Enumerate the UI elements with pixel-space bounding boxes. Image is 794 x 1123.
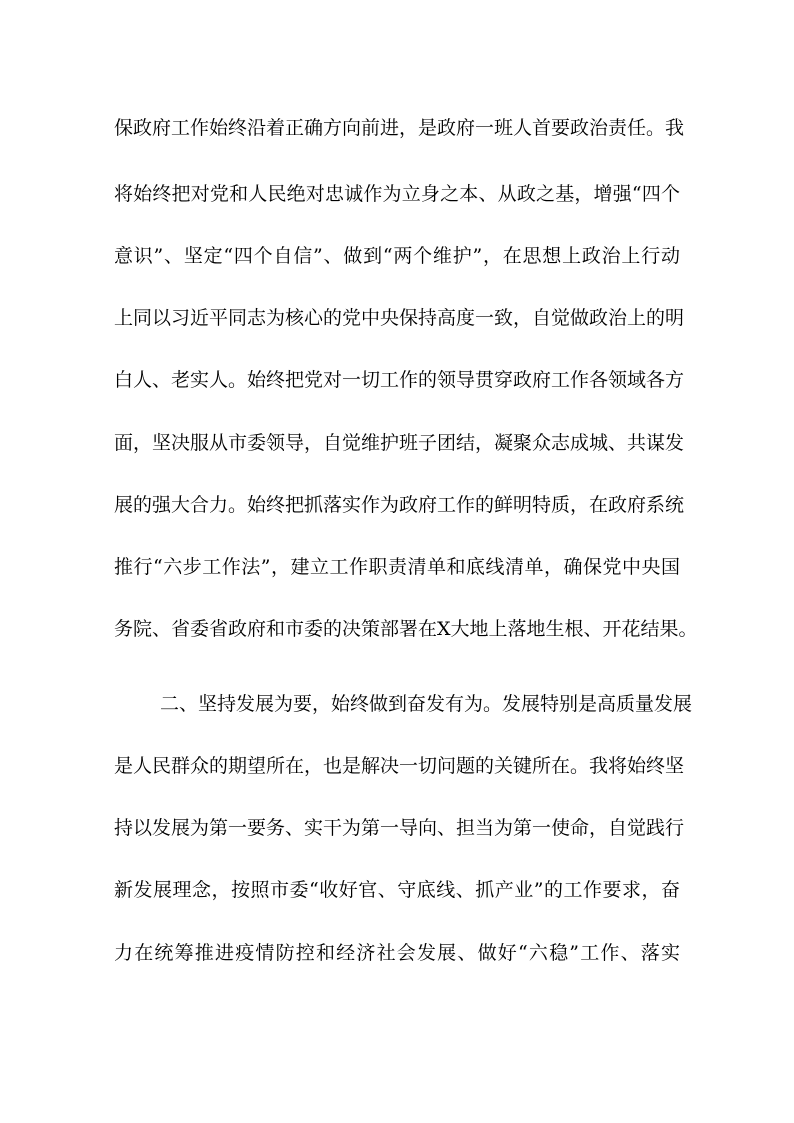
- paragraph-2-line-3: 持以发展为第一要务、实干为第一导向、担当为第一使命，自觉践行: [114, 817, 685, 839]
- paragraph-2-line-4: 新发展理念，按照市委“收好官、守底线、抓产业”的工作要求，奋: [114, 879, 680, 901]
- paragraph-1-line-1: 保政府工作始终沿着正确方向前进，是政府一班人首要政治责任。我: [114, 117, 685, 139]
- paragraph-1-line-8: 推行“六步工作法”，建立工作职责清单和底线清单，确保党中央国: [114, 556, 680, 578]
- paragraph-1-line-3: 意识”、坚定“四个自信”、做到“两个维护”，在思想上政治上行动: [114, 245, 680, 267]
- paragraph-2-line-2: 是人民群众的期望所在，也是解决一切问题的关键所在。我将始终坚: [114, 755, 685, 777]
- paragraph-2-line-5: 力在统筹推进疫情防控和经济社会发展、做好“六稳”工作、落实: [114, 942, 680, 964]
- paragraph-1-line-5: 白人、老实人。始终把党对一切工作的领导贯穿政府工作各领域各方: [114, 369, 685, 391]
- paragraph-2-line-1: 二、坚持发展为要，始终做到奋发有为。发展特别是高质量发展: [160, 693, 693, 715]
- paragraph-1-line-6: 面，坚决服从市委领导，自觉维护班子团结，凝聚众志成城、共谋发: [114, 432, 685, 454]
- paragraph-1-line-7: 展的强大合力。始终把抓落实作为政府工作的鲜明特质，在政府系统: [114, 494, 685, 516]
- paragraph-1-line-2: 将始终把对党和人民绝对忠诚作为立身之本、从政之基，增强“四个: [114, 183, 680, 205]
- paragraph-1-line-4: 上同以习近平同志为核心的党中央保持高度一致，自觉做政治上的明: [114, 307, 685, 329]
- paragraph-1-line-9: 务院、省委省政府和市委的决策部署在X大地上落地生根、开花结果。: [114, 618, 698, 640]
